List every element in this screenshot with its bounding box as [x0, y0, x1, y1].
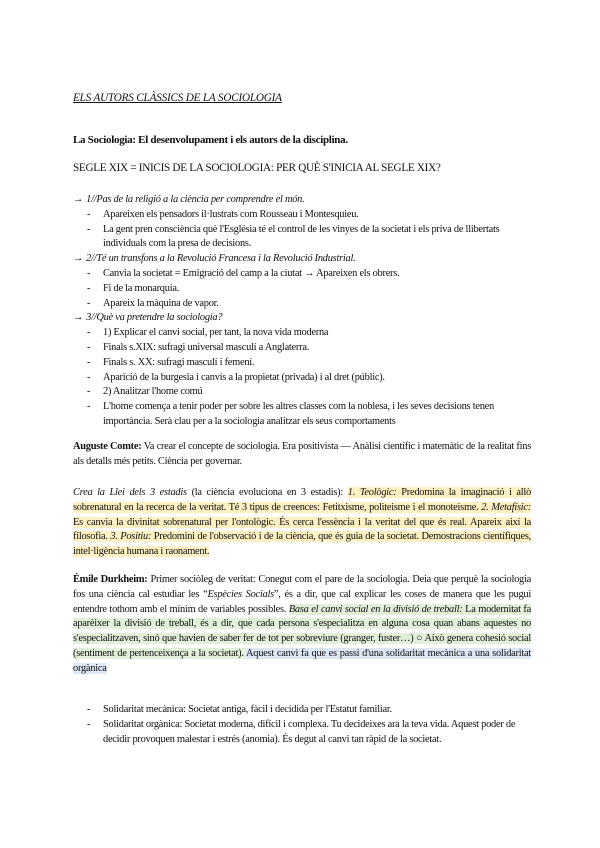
list-item: - Apareixen els pensadors il·lustrats com Rousseau i Montesquieu.: [87, 208, 359, 220]
durkheim-paragraph: Émile Durkheim: Primer sociòleg de veritat: Conegut com el pare de la sociologia. Deia que perquè la sociologia fos una ciència cal estudiar les “Espècies Socials”, és a dir, que cal explicar les coses de manera que les pugui entendre tothom amb el mínim de variables possibles. Basa el canvi social en la divisió de treball: La modernitat fa aparèixer la divisió de treball, és a dir, que cada persona s'especialitza en alguna cosa quan abans aquestes no s'especialitzaven, sinó que havien de saber fer de tot per sobreviure (granger, fuster…) ○ Això genera cohesió social (sentiment de pertenceixença a la societat). Aquest canvi fa que es passi d'una solidaritat mecànica a una solidaritat orgànica: [73, 574, 532, 674]
list-item: - La gent pren consciència què l'Església té el control de les vinyes de la societat i els priva de llibertats individuals com la presa de decisions.: [87, 223, 500, 250]
arrow-icon: →: [73, 194, 84, 205]
list-item: - Aparició de la burgesia i canvis a la propietat (privada) i al dret (públic).: [87, 371, 385, 383]
list-item: - 1) Explicar el canvi social, per tant, la nova vida moderna: [87, 327, 329, 339]
list-item: - Finals s. XX: sufragi masculí i femení.: [87, 356, 255, 368]
list-item: - L'home comença a tenir poder per sobre les altres classes com la noblesa, i les seves decisions tenen importància. Serà clau per a la sociologia analitzar els seus comportaments: [87, 401, 494, 427]
list-item: - Solidaritat orgànica: Societat moderna, difícil i complexa. Tu decideixes ara la teva vida. Aquest poder de decidir provoquen malestar i estrés (anomia). És degut al canvi tan ràpid de la societat.: [87, 718, 516, 745]
list-item: - 2) Analitzar l'home comú: [87, 386, 203, 398]
list-item: - Fi de la monarquia.: [87, 282, 180, 294]
comte-paragraph: Auguste Comte: Va crear el concepte de sociologia. Era positivista — Anàlisi científic i matemàtic de la realitat fins als detalls més petits. Ciència per governar.: [73, 441, 531, 467]
causes-outline: [73, 193, 531, 430]
document-subtitle: La Sociologia: El desenvolupament i els autors de la disciplina.: [73, 134, 348, 146]
section-heading-2: → 2//Té un transfons a la Revolució Francesa i la Revolució Industrial.: [73, 253, 356, 265]
list-item: - Apareix la màquina de vapor.: [87, 297, 219, 309]
arrow-icon: →: [73, 312, 84, 324]
arrow-icon: →: [73, 253, 84, 265]
circle-icon: ○: [416, 633, 423, 645]
section-heading-1: → 1//Pas de la religió a la ciència per comprendre el món.: [73, 194, 305, 205]
author-name: Auguste Comte:: [73, 441, 142, 452]
solidarity-list: [73, 703, 531, 747]
section-heading-3: → 3//Què va pretendre la sociologia?: [73, 312, 223, 324]
list-item: - Canvia la societat = Emigració del camp a la ciutat → Apareixen els obrers.: [87, 267, 400, 279]
list-item: - Solidaritat mecànica: Societat antiga, fàcil i decidida per l'Estatut familiar.: [87, 704, 392, 715]
stages-paragraph: Crea la Llei dels 3 estadis (la ciència evoluciona en 3 estadis): 1. Teològic: Predomina la imaginació i allò sobrenatural en la recerca de la veritat. Té 3 tipus de creences: Fetitxisme, politeisme i el monoteisme. 2. Metafísic: Es canvia la divinitat sobrenatural per l'ontològic. És cerca l'essència i la veritat del que és real. Apareix així la filosofia. 3. Positiu: Predomini de l'observació i de la ciència, que és guia de la societat. Demostracions científiques, intel·ligència humana i raonament.: [73, 487, 531, 558]
century-heading: SEGLE XIX = INICIS DE LA SOCIOLOGIA: PER QUÈ S'INICIA AL SEGLE XIX?: [73, 162, 441, 174]
list-item: - Finals s.XIX: sufragi universal masculí a Anglaterra.: [87, 341, 310, 353]
document-title: ELS AUTORS CLÀSSICS DE LA SOCIOLOGIA: [73, 92, 282, 104]
author-name: Émile Durkheim:: [73, 574, 148, 585]
